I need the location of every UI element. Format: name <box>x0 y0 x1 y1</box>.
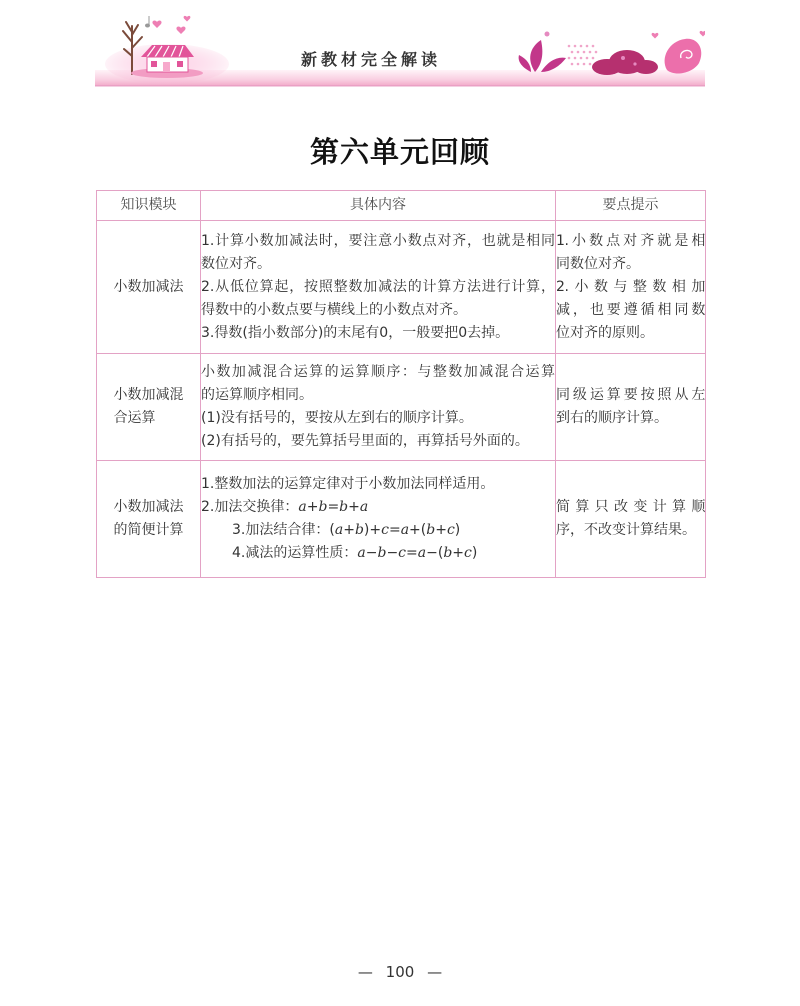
tips-cell <box>556 461 706 578</box>
content-line: 得数中的小数点要与横线上的小数点对齐。 <box>201 301 467 318</box>
module-label <box>114 276 184 299</box>
content-line: (2)有括号的，要先算括号里面的，再算括号外面的。 <box>201 433 529 449</box>
table-row <box>97 354 706 461</box>
module-line: 的简便计算 <box>113 522 184 538</box>
heart-decorations-left <box>152 16 190 34</box>
math-variable: a <box>417 545 427 561</box>
math-variable: b <box>377 545 387 561</box>
module-cell <box>97 354 201 461</box>
tips-line: 减，也要遵循相同数 <box>556 301 705 318</box>
math-variable: a <box>400 522 410 538</box>
content-line: 的运算顺序相同。 <box>201 387 313 403</box>
math-variable: c <box>398 545 407 561</box>
math-variable: b <box>354 522 364 538</box>
content-line: (1)没有括号的，要按从左到右的顺序计算。 <box>201 410 473 426</box>
module-line: 小数加减法 <box>113 278 184 295</box>
tips-line: 2.小数与整数相加 <box>556 278 705 295</box>
tips-cell <box>556 221 706 354</box>
tips-line: 同数位对齐。 <box>556 255 640 272</box>
formula-line: 4.减法的运算性质：a−b−c=a−(b+c) <box>232 545 478 561</box>
column-header-module: 知识模块 <box>97 191 201 221</box>
math-variable: c <box>381 522 389 538</box>
formula-line: 2.加法交换律：a+b=b+a <box>201 499 369 515</box>
review-table <box>96 190 706 578</box>
module-label <box>114 384 184 430</box>
tips-line: 到右的顺序计算。 <box>556 410 668 426</box>
math-variable: c <box>446 522 455 538</box>
content-cell <box>201 354 556 461</box>
table-row <box>97 461 706 578</box>
content-line: 2.从低位算起，按照整数加减法的计算方法进行计算， <box>201 278 555 295</box>
math-variable: b <box>443 545 453 561</box>
music-note-icon <box>146 16 150 27</box>
math-variable: a <box>334 522 344 538</box>
tips-line: 简算只改变计算顺 <box>556 499 705 515</box>
math-variable: a <box>298 499 307 515</box>
content-line: 3.得数(指小数部分)的末尾有0，一般要把0去掉。 <box>201 324 510 341</box>
module-line: 小数加减混 <box>113 387 184 403</box>
content-cell <box>201 461 556 578</box>
header-rule <box>95 85 705 87</box>
tips-line: 同级运算要按照从左 <box>556 387 705 403</box>
formula-line: 3.加法结合律：(a+b)+c=a+(b+c) <box>232 522 461 538</box>
page-title: 第六单元回顾 <box>309 135 490 169</box>
table-header-row <box>97 191 706 221</box>
module-label <box>114 496 184 542</box>
math-variable: a <box>357 545 366 561</box>
math-variable: b <box>339 499 349 515</box>
page-number: — 100 — <box>357 963 443 981</box>
banner-title: 新教材完全解读 <box>300 50 441 69</box>
tips-line: 1.小数点对齐就是相 <box>556 232 705 249</box>
module-line: 合运算 <box>113 410 156 426</box>
math-variable: c <box>464 545 472 561</box>
table-row <box>97 221 706 354</box>
content-line: 1.计算小数加减法时，要注意小数点对齐，也就是相同 <box>201 232 555 249</box>
module-line: 小数加减法 <box>113 499 184 515</box>
content-line: 小数加减混合运算的运算顺序：与整数加减混合运算 <box>201 364 555 380</box>
column-header-tips: 要点提示 <box>556 191 706 221</box>
tips-line: 序，不改变计算结果。 <box>556 522 696 538</box>
column-header-content: 具体内容 <box>201 191 556 221</box>
module-cell <box>97 221 201 354</box>
content-cell <box>201 221 556 354</box>
header-banner <box>95 12 705 88</box>
pink-blob-illustration <box>652 31 705 74</box>
tips-cell <box>556 354 706 461</box>
math-variable: b <box>426 522 436 538</box>
tips-line: 位对齐的原则。 <box>556 324 654 341</box>
content-line: 数位对齐。 <box>201 255 271 272</box>
module-cell <box>97 461 201 578</box>
math-variable: b <box>318 499 328 515</box>
math-variable: a <box>359 499 369 515</box>
content-line: 1.整数加法的运算定律对于小数加法同样适用。 <box>201 476 495 492</box>
